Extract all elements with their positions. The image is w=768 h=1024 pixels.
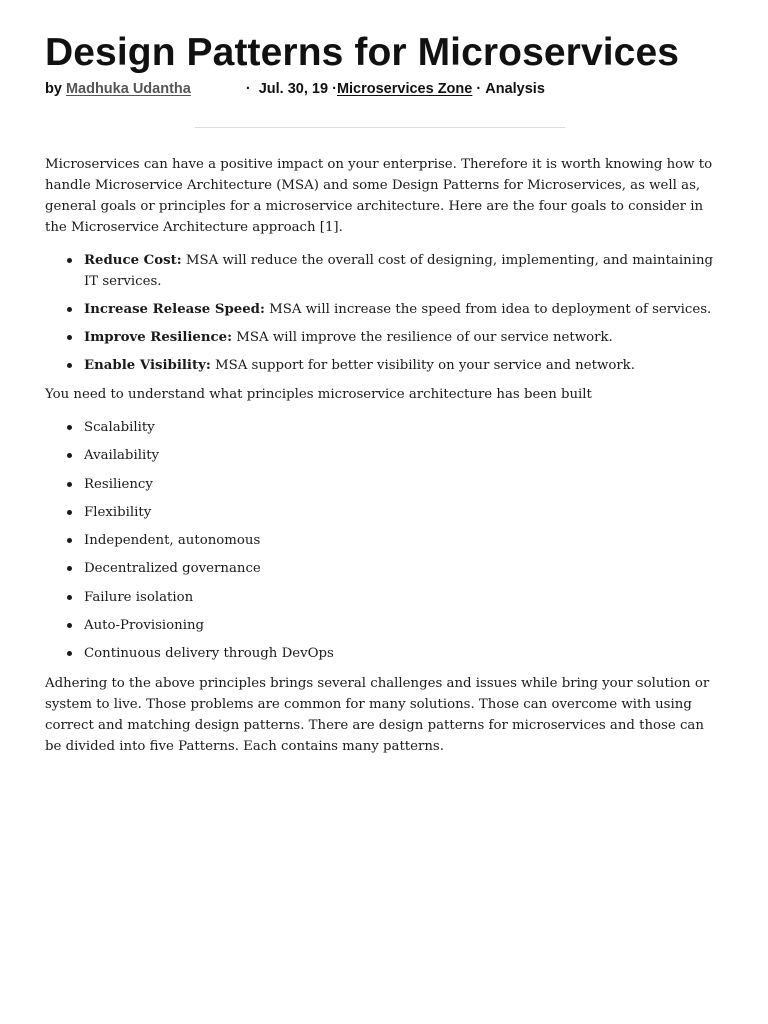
byline-separator: · [245,81,251,97]
goal-text: MSA support for better visibility on your service and network. [215,358,635,373]
list-item [84,250,715,292]
title-divider [195,127,565,128]
category-separator: · [476,81,482,97]
zone-separator: · [332,81,337,97]
goal-term: Increase Release Speed: [84,302,265,317]
author-link[interactable]: Madhuka Udantha [65,81,191,97]
goal-term: Enable Visibility: [84,358,211,373]
principles-intro: You need to understand what principles microservice architecture has been built [45,387,592,402]
goal-term: Improve Resilience: [84,330,233,345]
list-item: Independent, autonomous [84,530,715,551]
article-title: Design Patterns for Microservices [45,31,680,74]
category-label: Analysis [485,81,545,97]
closing-paragraph: Adhering to the above principles brings several challenges and issues while bring your solution or system to live. Those problems are common for many solutions. Those can overcome with using correct and matching design patterns. There are design patterns for microservices and those can be divided into five Patterns. Each contains many patterns. [45,676,710,755]
publish-date: Jul. 30, 19 [258,81,329,97]
byline-by-label: by [45,81,62,97]
list-item: Continuous delivery through DevOps [84,643,715,664]
list-item [84,355,715,376]
list-item: Availability [84,445,715,466]
zone-link[interactable]: Microservices Zone [336,81,473,97]
list-item [84,299,715,320]
goal-term: Reduce Cost: [84,253,182,268]
byline [45,79,715,99]
principles-list [45,417,715,664]
list-item: Flexibility [84,502,715,523]
list-item [84,327,715,348]
goal-text: MSA will increase the speed from idea to deployment of services. [269,302,712,317]
goals-list [45,250,715,376]
list-item: Decentralized governance [84,558,715,579]
intro-paragraph: Microservices can have a positive impact on your enterprise. Therefore it is worth knowing how to handle Microservice Architecture (MSA) and some Design Patterns for Microservices, as well as, general goals or principles for a microservice architecture. Here are the four goals to consider in the Microservice Architecture approach [1]. [45,157,713,235]
goal-text: MSA will improve the resilience of our service network. [236,330,613,345]
goal-text: MSA will reduce the overall cost of designing, implementing, and maintaining IT services. [84,253,714,289]
list-item: Failure isolation [84,587,715,608]
list-item: Scalability [84,417,715,438]
list-item: Auto-Provisioning [84,615,715,636]
article [45,30,715,757]
list-item: Resiliency [84,474,715,495]
